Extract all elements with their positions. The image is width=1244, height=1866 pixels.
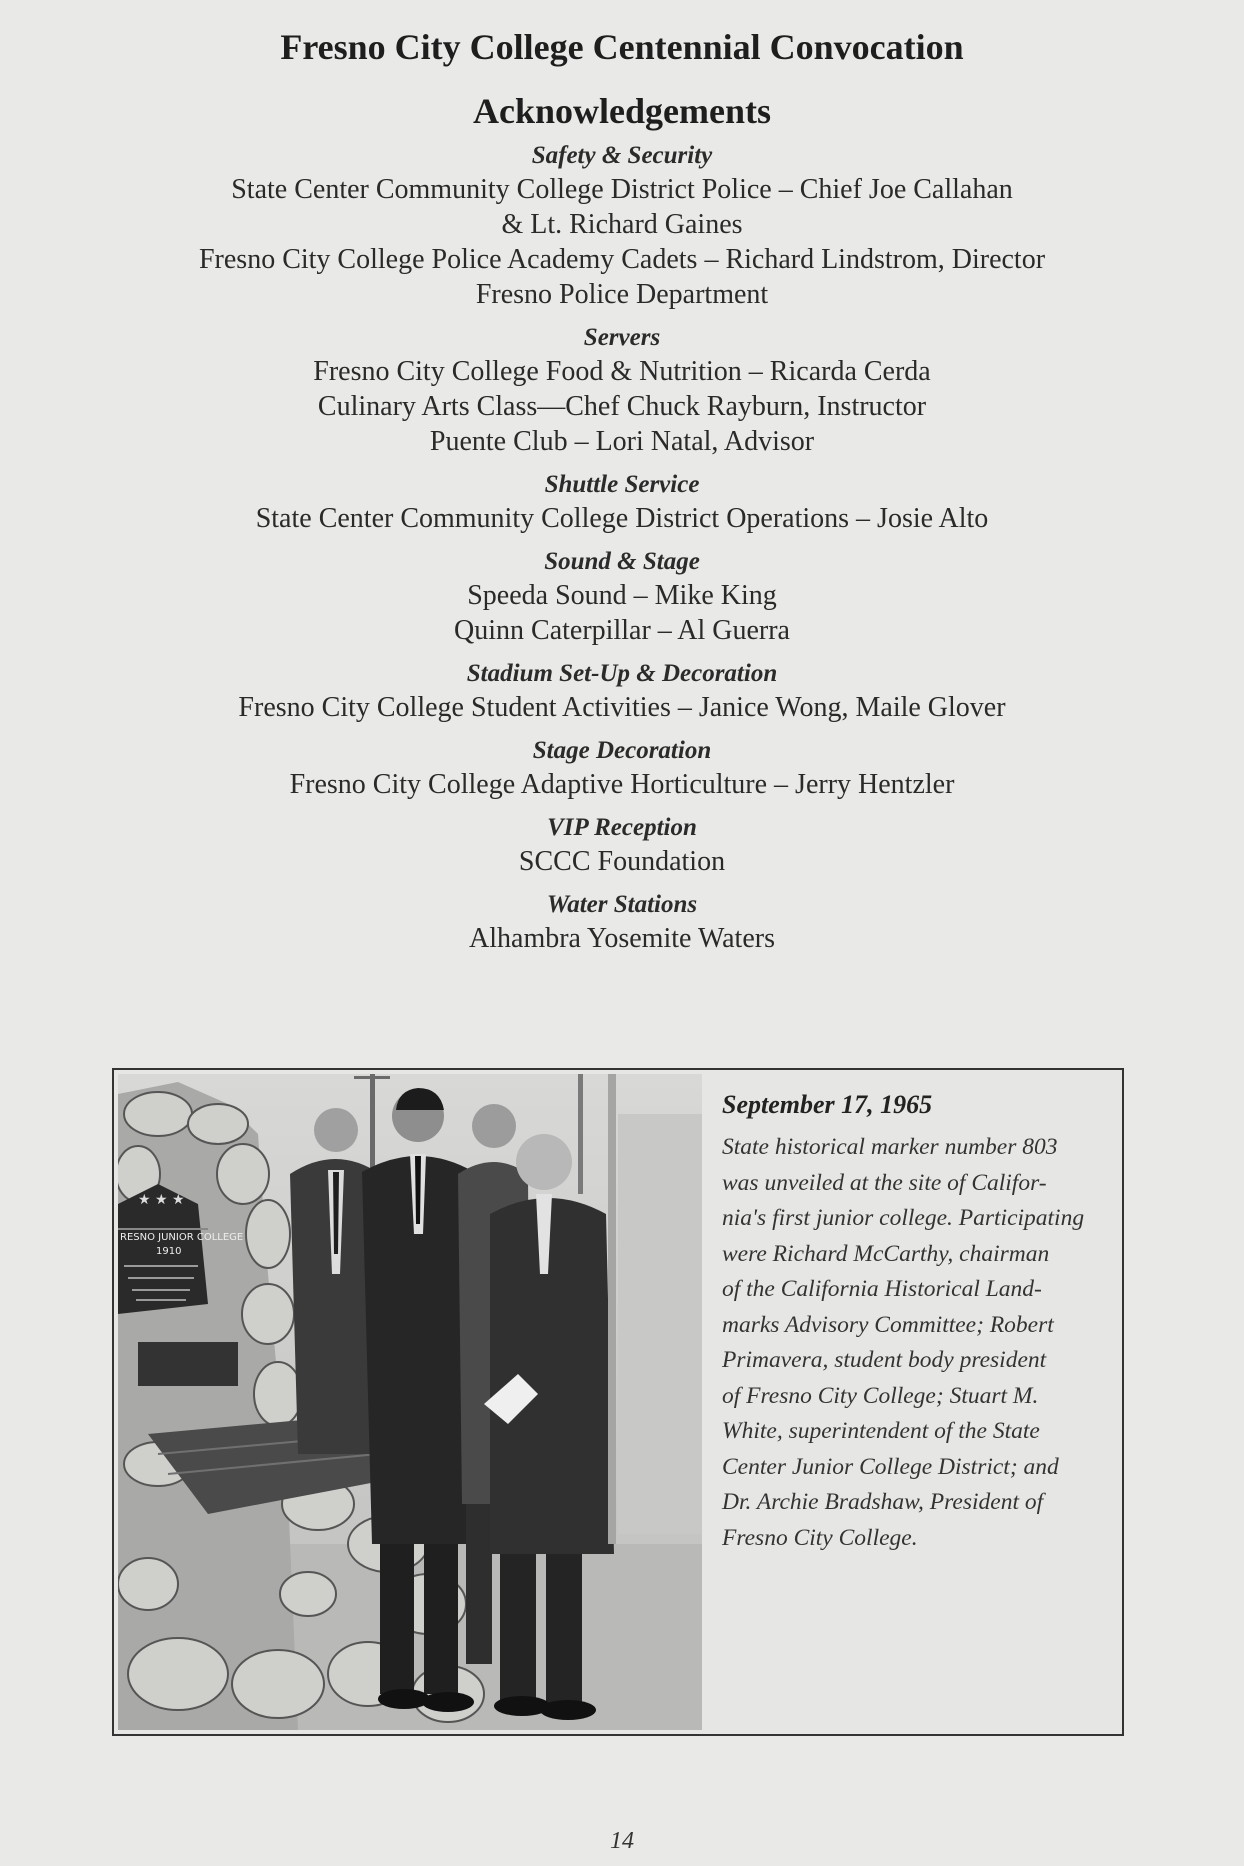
ack-section	[0, 889, 1244, 956]
ack-section	[0, 322, 1244, 459]
credit-line: State Center Community College District Operations – Josie Alto	[255, 503, 989, 534]
caption-text	[722, 1130, 1112, 1556]
section-heading: Stadium Set-Up & Decoration	[466, 660, 778, 687]
section-heading: Sound & Stage	[544, 548, 700, 575]
credit-line: State Center Community College District Police – Chief Joe Callahan	[231, 174, 1013, 205]
section-heading: Stage Decoration	[532, 737, 712, 764]
caption-line: of the California Historical Land-	[722, 1276, 1042, 1302]
caption-line: Fresno City College.	[722, 1524, 918, 1551]
credit-line: Alhambra Yosemite Waters	[469, 923, 775, 954]
caption-line: were Richard McCarthy, chairman	[722, 1240, 1050, 1267]
ack-section	[0, 469, 1244, 536]
photo-illustration	[118, 1074, 702, 1730]
section-heading: Safety & Security	[531, 142, 713, 169]
plaque-text-2: 1910	[156, 1246, 182, 1257]
caption-line: Primavera, student body president	[722, 1347, 1047, 1373]
credit-line: Fresno Police Department	[475, 279, 769, 310]
ack-section	[0, 735, 1244, 802]
plaque-text-1: RESNO JUNIOR COLLEGE	[120, 1232, 244, 1243]
page-number: 14	[610, 1828, 634, 1854]
section-heading: Servers	[583, 324, 661, 351]
caption-line: was unveiled at the site of Califor-	[722, 1169, 1047, 1196]
section-gap	[0, 312, 1244, 322]
section-heading: Water Stations	[546, 891, 698, 918]
credit-line: & Lt. Richard Gaines	[501, 209, 743, 240]
credit-line: Fresno City College Student Activities – Janice Wong, Maile Glover	[238, 692, 1006, 723]
credit-line: SCCC Foundation	[518, 846, 726, 877]
section-gap	[0, 459, 1244, 469]
section-gap	[0, 648, 1244, 658]
section-gap	[0, 725, 1244, 735]
section-heading: VIP Reception	[547, 814, 697, 841]
photo-caption-box	[112, 1068, 1124, 1736]
ack-section	[0, 658, 1244, 725]
ack-section	[0, 812, 1244, 879]
acknowledgements-list	[0, 140, 1244, 956]
page-title: Fresno City College Centennial Convocation	[280, 27, 964, 67]
caption-line: White, superintendent of the State	[722, 1418, 1040, 1444]
ack-section	[0, 140, 1244, 312]
caption-line: marks Advisory Committee; Robert	[722, 1311, 1054, 1338]
credit-line: Quinn Caterpillar – Al Guerra	[454, 615, 790, 646]
section-gap	[0, 536, 1244, 546]
credit-line: Fresno City College Food & Nutrition – Ricarda Cerda	[313, 356, 931, 387]
historical-photo	[118, 1074, 702, 1730]
credit-line: Speeda Sound – Mike King	[467, 580, 777, 611]
page-subtitle: Acknowledgements	[473, 91, 771, 131]
section-gap	[0, 879, 1244, 889]
credit-line: Fresno City College Adaptive Horticulture – Jerry Hentzler	[289, 769, 955, 800]
credit-line: Puente Club – Lori Natal, Advisor	[429, 426, 815, 457]
credit-line: Culinary Arts Class—Chef Chuck Rayburn, Instructor	[317, 391, 927, 422]
caption-line: of Fresno City College; Stuart M.	[722, 1382, 1039, 1409]
svg-text:★ ★ ★: ★ ★ ★	[138, 1192, 185, 1208]
photo-caption	[722, 1088, 1112, 1556]
caption-line: Dr. Archie Bradshaw, President of	[722, 1489, 1044, 1515]
caption-date: September 17, 1965	[722, 1090, 933, 1119]
section-heading: Shuttle Service	[544, 471, 700, 498]
credit-line: Fresno City College Police Academy Cadets – Richard Lindstrom, Director	[198, 244, 1046, 275]
caption-line: nia's first junior college. Participating	[722, 1205, 1085, 1231]
section-gap	[0, 802, 1244, 812]
ack-section	[0, 546, 1244, 648]
caption-line: Center Junior College District; and	[722, 1453, 1059, 1480]
caption-line: State historical marker number 803	[722, 1134, 1058, 1160]
